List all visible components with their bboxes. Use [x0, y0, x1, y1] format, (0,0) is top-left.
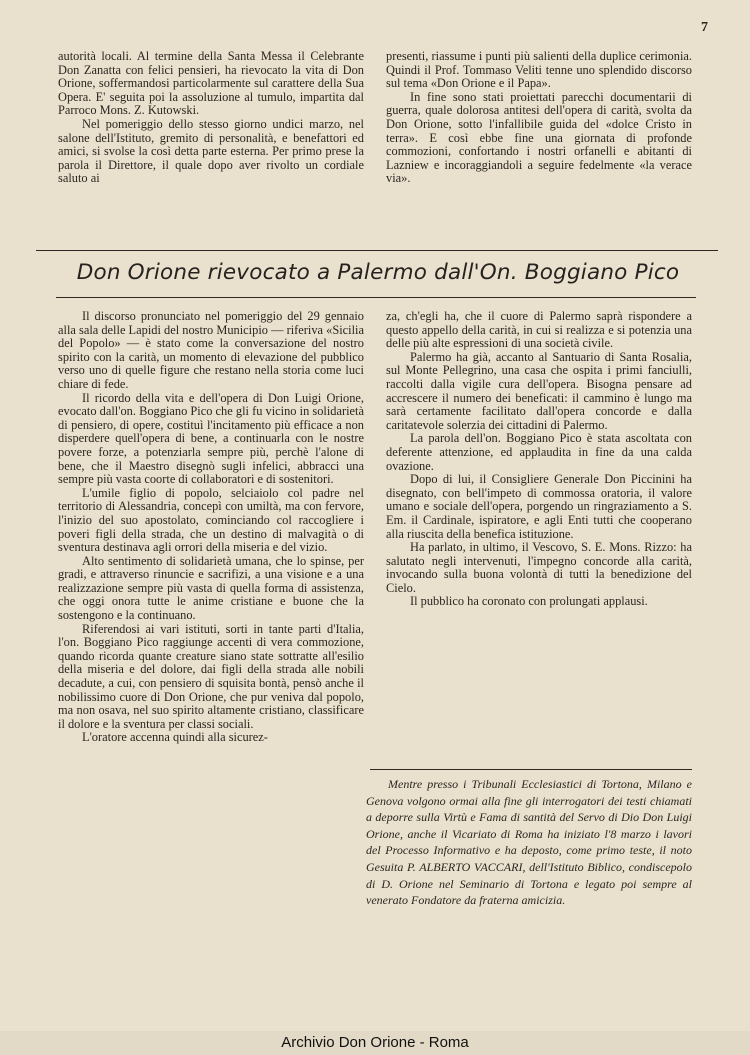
paragraph: Dopo di lui, il Consigliere Generale Don Piccinini ha disegnato, con bell'impeto di commossa oratoria, il valore umano e sociale dell'opera, porgendo un ringraziamento a S. Em. il Cardinale, ispiratore, e agli Enti tutti che cooperano alla riuscita della benefica istituzione.: [386, 472, 692, 541]
paragraph: Palermo ha già, accanto al Santuario di Santa Rosalia, sul Monte Pellegrino, una casa che ospita i primi fanciulli, raccolti dalla vigile cura dell'opera. Bisogna pensare ad accrescere il numero dei beneficati: il cammino è lungo ma sarà certamente facilitato dall'opera concorde e dalla caritatevole solerzia dei cittadini di Palermo.: [386, 349, 692, 432]
paragraph: La parola dell'on. Boggiano Pico è stata ascoltata con deferente attenzione, ed applaudita in fine da una calda ovazione.: [386, 431, 692, 473]
archive-footer: [0, 1031, 750, 1055]
paragraph: L'oratore accenna quindi alla sicurez-: [82, 730, 268, 745]
paragraph: Riferendosi ai vari istituti, sorti in tante parti d'Italia, l'on. Boggiano Pico raggiunge accenti di vera commozione, quando ricorda quante creature siano state sottratte all'esilio della miseria e del dolore, dai figli della strada alle nobili decadute, a cui, con pensiero di squisita bontà, pensò anche il nobilissimo cuore di Don Orione, che pur veniva dal popolo, ma non osava, nel suo spirito altamente cristiano, classificare il dolore e la sventura per classi sociali.: [58, 621, 364, 731]
footer-text: Archivio Don Orione - Roma: [281, 1034, 469, 1051]
paragraph: Il pubblico ha coronato con prolungati applausi.: [410, 594, 648, 609]
paragraph: za, ch'egli ha, che il cuore di Palermo saprà rispondere a questo appello della carità, in cui si realizza e si potenzia una delle più alte espressioni di una società civile.: [386, 309, 692, 351]
paragraph: Ha parlato, in ultimo, il Vescovo, S. E. Mons. Rizzo: ha salutato negli intervenuti, l'impegno concorde alla carità, invocando sulla buona volontà di tutti la benedizione del Cielo.: [386, 540, 692, 595]
paragraph: autorità locali. Al termine della Santa Messa il Celebrante Don Zanatta con felici pensieri, ha rievocato la vita di Don Orione, soffermandosi particolarmente sul carattere della Sua Opera. E' seguita poi la assoluzione al tumulo, impartita dal Parroco Mons. Z. Kutowski.: [58, 49, 364, 118]
article-headline: Don Orione rievocato a Palermo dall'On. Boggiano Pico: [76, 260, 680, 285]
divider-rule: [56, 297, 696, 298]
paragraph: Alto sentimento di solidarietà umana, che lo spinse, per gradi, e attraverso rinuncie e sacrifizi, a una visione e a una realizzazione sempre più vasta di quella forma di assistenza, che oggi onora tutte le anime cristiane e buone che la sostengono e la continuano.: [58, 553, 364, 623]
paragraph: presenti, riassume i punti più salienti della duplice cerimonia. Quindi il Prof. Tommaso Veliti tenne uno splendido discorso sul tema «Don Orione e il Papa».: [386, 49, 692, 91]
news-note-box: Mentre presso i Tribunali Ecclesiastici di Tortona, Milano e Genova volgono ormai alla fine gli interrogatori dei testi chiamati a deporre sulla Virtù e Fama di santità del Servo di Dio Don Luigi Orione, anche il Vicariato di Roma ha iniziato l'8 marzo i lavori del Processo Informativo e ha deposto, come primo teste, il noto Gesuita P. ALBERTO VACCARI, dell'Istituto Biblico, condiscepolo di D. Orione nel Seminario di Tortona e legato poi sempre al venerato Fondatore da fraterna amicizia.: [366, 777, 692, 908]
divider-rule: [370, 769, 692, 770]
page-number: 7: [701, 20, 708, 35]
top-article-continuation: [58, 50, 692, 240]
paragraph: Il discorso pronunciato nel pomeriggio del 29 gennaio alla sala delle Lapidi del nostro Municipio — riferiva «Sicilia del Popolo» — è stato come la conversazione del nostro spirito con la carità, un momento di elevazione del pubblico verso uno di quelle figure che restano nella storia come luci chiare di fede.: [58, 309, 364, 391]
divider-rule: [36, 250, 718, 251]
paragraph: Nel pomeriggio dello stesso giorno undici marzo, nel salone dell'Istituto, gremito di personalità, e benefattori ed amici, si svolse la così detta parte esterna. Per primo prese la parola il Direttore, il quale dopo aver rivolto un cordiale saluto ai: [58, 116, 364, 186]
top-column-right: [386, 50, 692, 240]
paragraph: L'umile figlio di popolo, selciaiolo col padre nel territorio di Alessandria, concepì con umiltà, ma con fervore, l'inizio del suo apostolato, cominciando col raccogliere i poveri figli della strada, che un destino di malvagità o di sventura destinava agli orrori della miseria e del vizio.: [58, 485, 364, 555]
paragraph: In fine sono stati proiettati parecchi documentarii di guerra, quale dolorosa antitesi dell'opera di carità, svolta da Don Orione, sotto l'infallibile guida del «dolce Cristo in terra». E così ebbe fine una giornata di profonde commozioni, confortando i nostri orfanelli e abitanti di Lazniew e incoraggiandoli a seguire fedelmente «la verace via».: [386, 89, 692, 186]
paragraph: Il ricordo della vita e dell'opera di Don Luigi Orione, evocato dall'on. Boggiano Pico che gli fu vicino in solidarietà di pensiero, di opere, costituì l'incitamento più efficace a non disperdere quell'opera di bene, a continuarla con le nostre povere forze, a potenziarla sempre più, perchè l'alone di bene, che il Maestro disegnò sugli infelici, abbracci una sempre più vasta coorte di collaboratori e di sostenitori.: [58, 390, 364, 487]
article-column-left: [58, 310, 364, 970]
top-column-left: [58, 50, 364, 240]
